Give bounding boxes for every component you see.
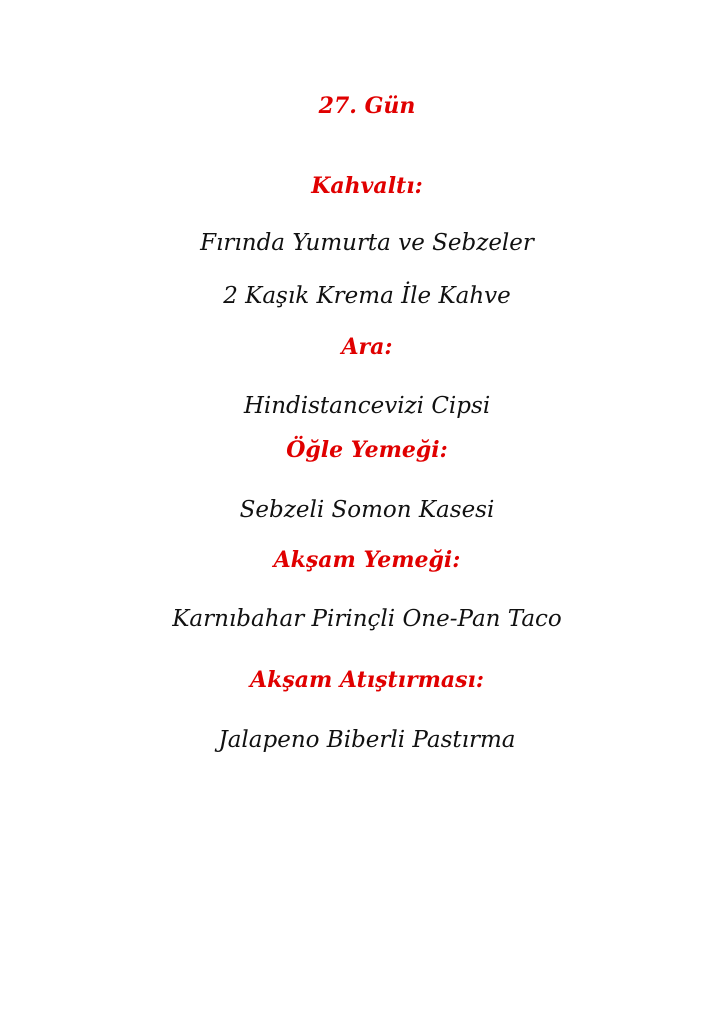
section-heading-lunch: Öğle Yemeği: [286, 437, 448, 463]
section-heading-snack: Ara: [341, 334, 393, 360]
breakfast-item-1: Fırında Yumurta ve Sebzeler [200, 230, 534, 256]
day-title: 27. Gün [318, 93, 416, 119]
snack-item-1: Hindistancevizi Cipsi [243, 393, 491, 419]
section-heading-evening-snack: Akşam Atıştırması: [250, 667, 484, 693]
section-heading-breakfast: Kahvaltı: [311, 173, 423, 199]
breakfast-item-2: 2 Kaşık Krema İle Kahve [223, 283, 511, 309]
dinner-item-1: Karnıbahar Pirinçli One-Pan Taco [172, 606, 562, 632]
lunch-item-1: Sebzeli Somon Kasesi [239, 497, 495, 523]
evening-snack-item-1: Jalapeno Biberli Pastırma [218, 727, 516, 753]
section-heading-dinner: Akşam Yemeği: [273, 547, 461, 573]
